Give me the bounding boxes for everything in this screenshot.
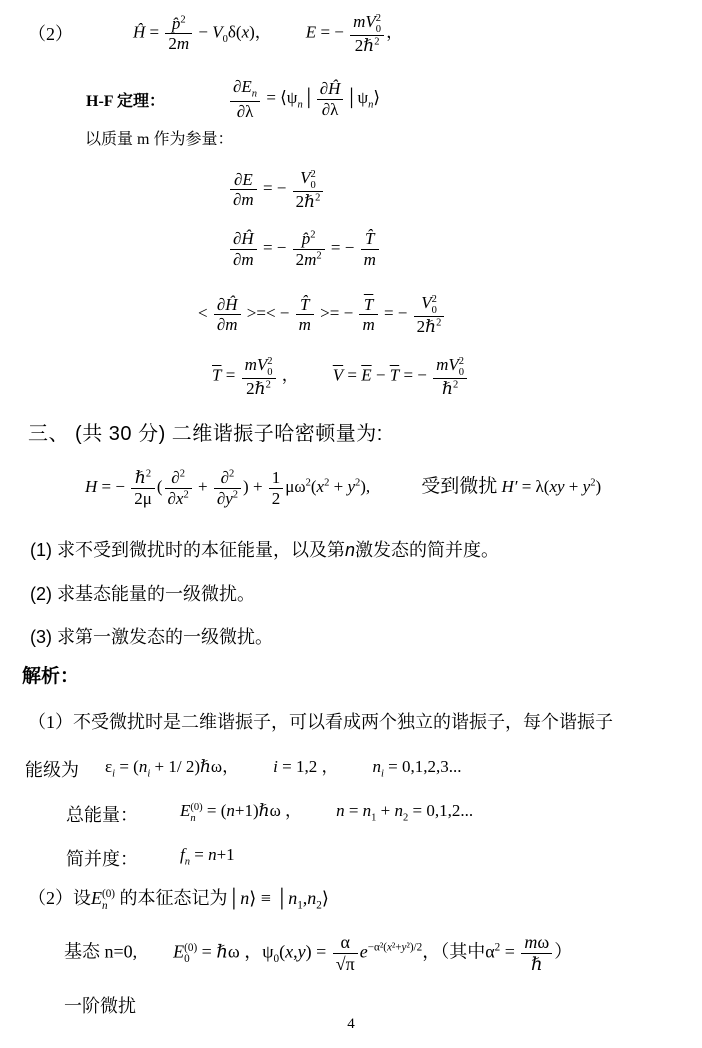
- problem3-question-2: (2) 求基态能量的一级微扰。: [30, 584, 255, 604]
- part2-item-label: （2）: [28, 24, 73, 44]
- part2-hamiltonian-formula: Ĥ = $\frac{p̂^2}{2m}$ − $V_0\delta(x)$， E = − mV 2 0 2ℏ$^2$ ，: [133, 12, 404, 55]
- total-energy-label: 总能量：: [66, 805, 138, 825]
- solution-paragraph-1: （1）不受微扰时是二维谐振子，可以看成两个独立的谐振子，每个谐振子: [28, 712, 613, 732]
- solution-paragraph-2: （2）设E (0) n 的本征态记为│n⟩ ≡ $│n_1,n_2⟩$: [28, 888, 329, 913]
- degeneracy-formula: $f_n = n+1$: [180, 845, 235, 868]
- expectation-formula: < $\frac{\partial Ĥ}{\partial m}$ >=< − $\frac{T̂}{m}$ >= − $\frac{\overline{T}}{m}$ = − V 2 0 2ℏ$^2$: [198, 293, 446, 336]
- dH-dm-formula: $\frac{\partial Ĥ}{\partial m}$ = − $\frac{p̂^2}{2m^2}$ = − $\frac{T̂}{m}$: [228, 229, 381, 269]
- mass-parameter-line: 以质量 m 作为参量：: [85, 131, 234, 148]
- problem3-question-1: (1) 求不受到微扰时的本征能量，以及第n激发态的简并度。: [30, 540, 500, 560]
- first-order-perturbation-label: 一阶微扰: [64, 996, 136, 1016]
- problem3-question-3: (3) 求第一激发态的一级微扰。: [30, 627, 273, 647]
- problem3-heading: 三、 (共 30 分) 二维谐振子哈密顿量为:: [28, 423, 383, 445]
- energy-level-formula: $\varepsilon_i = (n_i + 1/$ 2)ℏω， i = 1,2 ， $n_i = 0,1,2,3$...: [105, 757, 462, 780]
- solution-title: 解析：: [22, 666, 80, 687]
- averages-formula: $\overline{T}$ = mV 2 0 2ℏ$^2$ ， $\overline{V} = \overline{E} - \overline{T}$ = − mV 2 0 ℏ$^2$: [212, 355, 469, 398]
- total-energy-formula: E (0) n = (n+1)ℏω ， $n = n_1 + n_2 = 0,1,2$...: [180, 801, 474, 824]
- degeneracy-label: 简并度：: [66, 849, 138, 869]
- hf-theorem-formula: $\frac{\partial E_n}{\partial\lambda}$ = $⟨\psi_n│$ $\frac{\partial Ĥ}{\partial\lambda}$ $│\psi_n⟩$: [228, 77, 380, 121]
- hf-theorem-label: H-F 定理：: [86, 93, 165, 110]
- page-number: 4: [347, 1016, 355, 1032]
- dE-dm-formula: $\frac{\partial E}{\partial m}$ = − V 2 0 2ℏ$^2$: [228, 168, 325, 211]
- ground-state-line: 基态 n=0, E (0) 0 = ℏω ，$\psi_0(x,y)$ = $\frac{\alpha}{√\pi}$ $e^{-\alpha^2(x^2+y^2)/2}$，（其中$\alpha^2$ = mω ℏ ）: [64, 932, 573, 974]
- problem3-hamiltonian-formula: H = − ℏ$^2$ 2μ ( $\frac{\partial^2}{\partial x^2}$ + $\frac{\partial^2}{\partial y^2}$ ) + $\frac{1}{2}$ $\mu\omega^2(x^2 + y^2)$, 受到微扰 $H' = \lambda(xy + y^2)$: [85, 468, 602, 508]
- energy-level-label: 能级为: [25, 760, 79, 780]
